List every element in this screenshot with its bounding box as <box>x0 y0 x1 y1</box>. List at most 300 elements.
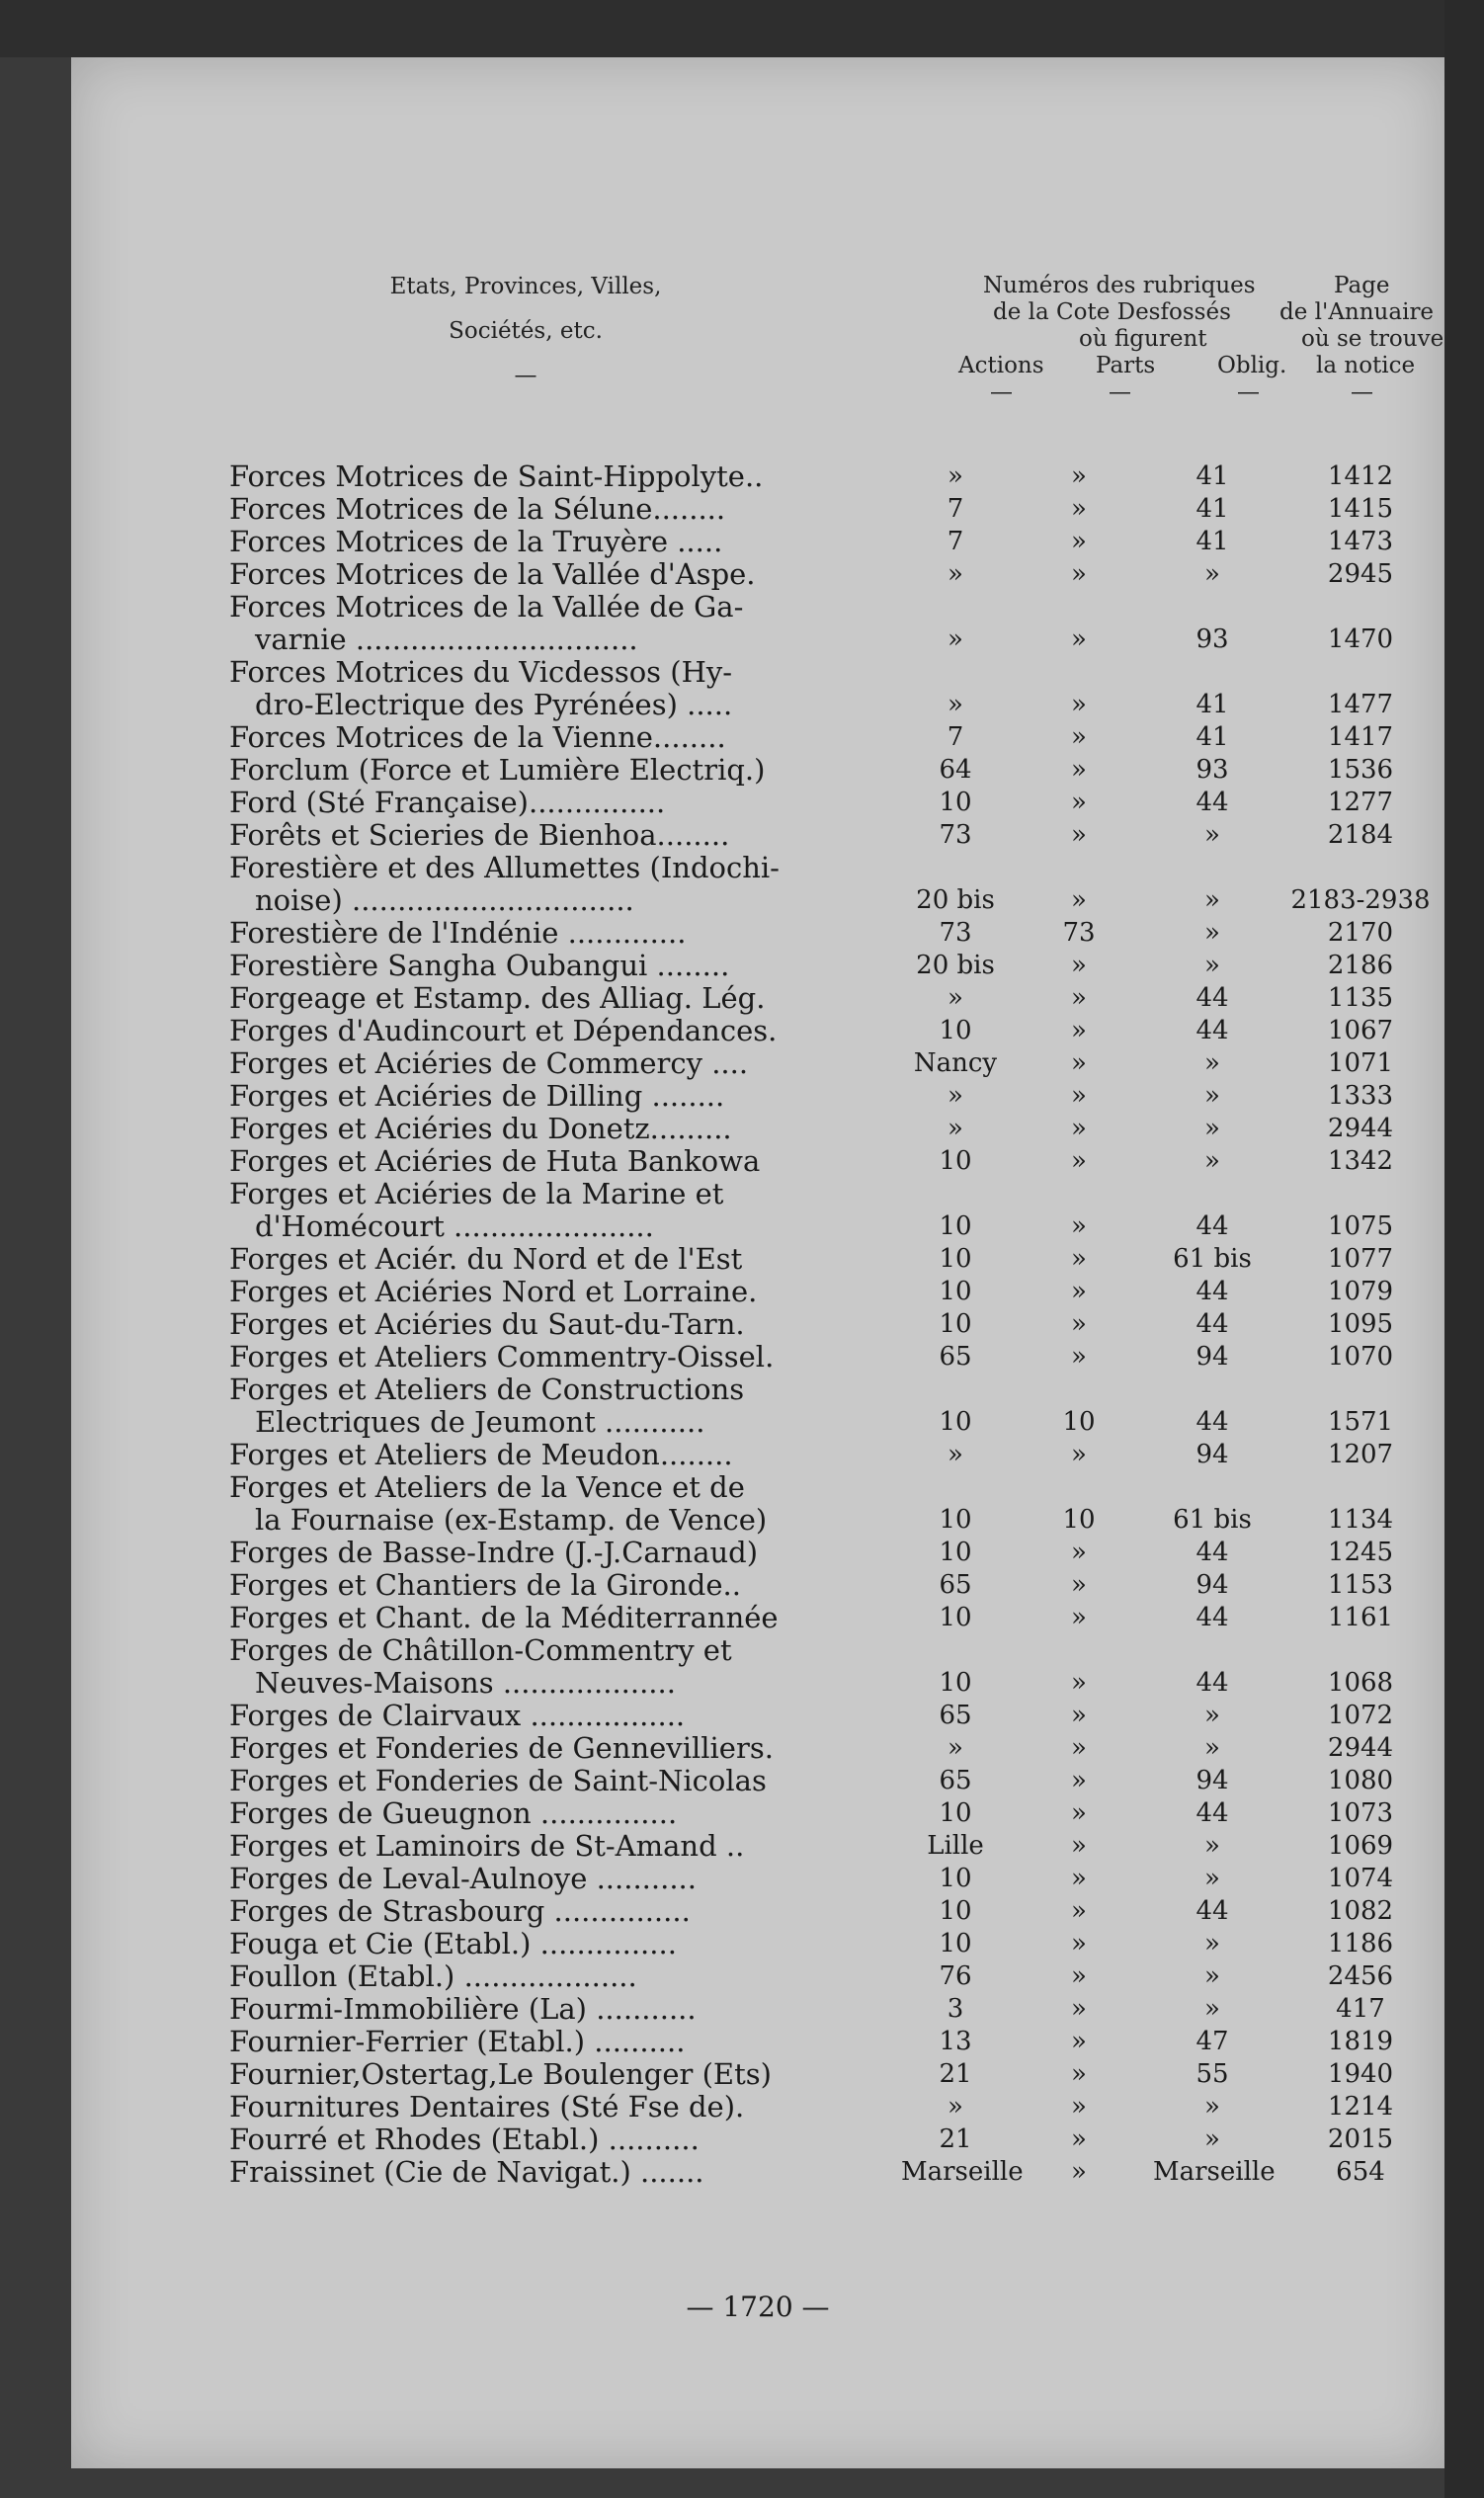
oblig-cell: » <box>1204 1864 1220 1893</box>
entry-cells <box>229 982 1444 1015</box>
entry-cells <box>229 1243 1444 1276</box>
entry-name-line2: varnie ............................... <box>255 623 638 656</box>
parts-cell: » <box>1071 494 1087 524</box>
page-cell: 1135 <box>1327 983 1394 1013</box>
header-numeros: Numéros des rubriques <box>983 273 1256 298</box>
oblig-cell: 44 <box>1195 1603 1229 1632</box>
entry-cells <box>229 1765 1444 1797</box>
page-cell: 1571 <box>1327 1407 1394 1437</box>
page-cell: 2183-2938 <box>1290 885 1431 915</box>
actions-cell: 7 <box>947 722 964 752</box>
page-cell: 1214 <box>1327 2092 1394 2122</box>
table-row <box>229 2156 1444 2189</box>
entry-name-line1: Fournier-Ferrier (Etabl.) .......... <box>229 2025 686 2058</box>
header-col-parts: Parts <box>1096 353 1156 378</box>
entry-name-line1: Forces Motrices de la Truyère ..... <box>229 525 723 558</box>
table-row <box>229 1830 1444 1863</box>
page-cell: 2184 <box>1327 820 1394 850</box>
entry-name-line1: Forêts et Scieries de Bienhoa........ <box>229 818 730 852</box>
oblig-cell: 44 <box>1195 1798 1229 1828</box>
entry-cells <box>229 2091 1444 2123</box>
header-cote: de la Cote Desfossés <box>993 299 1231 325</box>
page-cell: 1068 <box>1327 1668 1394 1698</box>
page-cell: 1417 <box>1327 722 1394 752</box>
entry-cells <box>229 1341 1444 1374</box>
entry-name-line1: Forges et Aciéries du Saut-du-Tarn. <box>229 1307 745 1341</box>
page-cell: 1245 <box>1327 1538 1394 1567</box>
parts-cell: » <box>1071 1114 1087 1143</box>
entry-cells <box>229 1960 1444 1993</box>
table-row <box>229 1439 1444 1471</box>
actions-cell: 73 <box>939 918 972 948</box>
entry-cells <box>229 526 1444 558</box>
actions-cell: » <box>948 624 963 654</box>
entry-name-line1: Forces Motrices de la Vallée de Ga- <box>229 590 744 624</box>
parts-cell: » <box>1071 624 1087 654</box>
parts-cell: » <box>1071 1766 1087 1795</box>
actions-cell: » <box>948 690 963 719</box>
page-cell: 2015 <box>1327 2124 1394 2154</box>
entry-name-line2: d'Homécourt ...................... <box>255 1209 654 1243</box>
entry-name-line1: Forges d'Audincourt et Dépendances. <box>229 1014 778 1047</box>
parts-cell: » <box>1071 1961 1087 1991</box>
parts-cell: » <box>1071 1309 1087 1339</box>
entry-name-line1: Forges et Fonderies de Saint-Nicolas <box>229 1764 767 1797</box>
page-cell: 1069 <box>1327 1831 1394 1861</box>
header-right <box>852 273 1444 406</box>
entry-cells <box>229 1080 1444 1113</box>
entry-cells <box>229 2123 1444 2156</box>
oblig-cell: 41 <box>1195 690 1229 719</box>
entry-name-line1: Ford (Sté Française)............... <box>229 786 666 819</box>
actions-cell: 10 <box>939 1538 972 1567</box>
parts-cell: » <box>1071 527 1087 556</box>
actions-cell: 65 <box>939 1701 972 1730</box>
page-cell: 1161 <box>1327 1603 1394 1632</box>
entry-cells <box>229 1993 1444 2026</box>
table-row <box>229 950 1444 982</box>
actions-cell: 10 <box>939 788 972 817</box>
actions-cell: 10 <box>939 1309 972 1339</box>
table-row <box>229 1471 1444 1537</box>
parts-cell: » <box>1071 1864 1087 1893</box>
table-row <box>229 526 1444 558</box>
table-row <box>229 1960 1444 1993</box>
actions-cell: 20 bis <box>916 885 995 915</box>
header-col-oblig: Oblig. <box>1217 353 1287 378</box>
table-row <box>229 787 1444 819</box>
entry-name-line1: Forestière et des Allumettes (Indochi- <box>229 851 780 884</box>
entry-cells <box>229 460 1444 493</box>
oblig-cell: » <box>1204 2124 1220 2154</box>
page-cell: 1153 <box>1327 1570 1394 1600</box>
parts-cell: » <box>1071 1831 1087 1861</box>
entry-cells <box>229 624 1444 656</box>
entry-name-line1: Fournitures Dentaires (Sté Fse de). <box>229 2090 745 2123</box>
table-row <box>229 1243 1444 1276</box>
actions-cell: 10 <box>939 1929 972 1958</box>
header-left <box>328 260 723 403</box>
page-cell: 1067 <box>1327 1016 1394 1045</box>
table-row <box>229 1700 1444 1732</box>
entry-name-line1: Fouga et Cie (Etabl.) ............... <box>229 1927 677 1960</box>
parts-cell: » <box>1071 461 1087 491</box>
entry-name-line1: Forges et Ateliers Commentry-Oissel. <box>229 1340 775 1374</box>
actions-cell: 21 <box>939 2124 972 2154</box>
table-row <box>229 656 1444 721</box>
actions-cell: » <box>948 983 963 1013</box>
oblig-cell: 94 <box>1195 1342 1229 1372</box>
table-row <box>229 1113 1444 1145</box>
entry-cells <box>229 1047 1444 1080</box>
parts-cell: 10 <box>1062 1505 1096 1535</box>
entry-cells <box>229 2026 1444 2058</box>
entry-name-line2: Neuves-Maisons ................... <box>255 1666 676 1700</box>
entry-cells <box>229 1504 1444 1537</box>
actions-cell: 10 <box>939 1146 972 1176</box>
page-cell: 1470 <box>1327 624 1394 654</box>
parts-cell: » <box>1071 1211 1087 1241</box>
table-row <box>229 591 1444 656</box>
parts-cell: » <box>1071 1244 1087 1274</box>
scan-right-edge <box>1444 0 1484 2498</box>
parts-cell: » <box>1071 1733 1087 1763</box>
entry-name-line1: Forestière Sangha Oubangui ........ <box>229 949 730 982</box>
actions-cell: 10 <box>939 1244 972 1274</box>
table-row <box>229 852 1444 917</box>
header-se-trouve: où se trouve <box>1301 326 1444 352</box>
table-row <box>229 1276 1444 1308</box>
parts-cell: 73 <box>1062 918 1096 948</box>
header-dash-parts: — <box>1109 379 1131 405</box>
entry-cells <box>229 1015 1444 1047</box>
entry-name-line1: Forces Motrices du Vicdessos (Hy- <box>229 655 733 689</box>
entry-name-line1: Forges de Strasbourg ............... <box>229 1894 691 1928</box>
table-row <box>229 1047 1444 1080</box>
oblig-cell: » <box>1204 951 1220 980</box>
oblig-cell: » <box>1204 1961 1220 1991</box>
actions-cell: » <box>948 1081 963 1111</box>
oblig-cell: 44 <box>1195 1277 1229 1306</box>
page-cell: 1134 <box>1327 1505 1394 1535</box>
entry-name-line1: Foullon (Etabl.) ................... <box>229 1959 637 1993</box>
oblig-cell: 41 <box>1195 494 1229 524</box>
oblig-cell: 61 bis <box>1173 1244 1252 1274</box>
entry-cells <box>229 1928 1444 1960</box>
oblig-cell: » <box>1204 1831 1220 1861</box>
entry-cells <box>229 689 1444 721</box>
oblig-cell: 55 <box>1195 2059 1229 2089</box>
oblig-cell: » <box>1204 1994 1220 2024</box>
oblig-cell: 93 <box>1195 624 1229 654</box>
entry-name-line1: Forges et Aciéries de la Marine et <box>229 1177 724 1210</box>
oblig-cell: » <box>1204 1081 1220 1111</box>
page-cell: 1940 <box>1327 2059 1394 2089</box>
entry-name-line1: Forges et Chantiers de la Gironde.. <box>229 1568 741 1602</box>
entry-cells <box>229 721 1444 754</box>
parts-cell: » <box>1071 1440 1087 1469</box>
page-cell: 1473 <box>1327 527 1394 556</box>
parts-cell: » <box>1071 951 1087 980</box>
page-cell: 2944 <box>1327 1114 1394 1143</box>
entry-cells <box>229 1700 1444 1732</box>
oblig-cell: 44 <box>1195 1896 1229 1926</box>
actions-cell: 65 <box>939 1570 972 1600</box>
entry-cells <box>229 754 1444 787</box>
page-cell: 1074 <box>1327 1864 1394 1893</box>
entry-name-line1: Fourmi-Immobilière (La) ........... <box>229 1992 697 2026</box>
actions-cell: 10 <box>939 1864 972 1893</box>
table-row <box>229 1765 1444 1797</box>
parts-cell: » <box>1071 1929 1087 1958</box>
parts-cell: » <box>1071 1701 1087 1730</box>
table-row <box>229 2123 1444 2156</box>
parts-cell: » <box>1071 1342 1087 1372</box>
header-left-line2: Sociétés, etc. <box>449 318 603 344</box>
header-col-notice: la notice <box>1316 353 1416 378</box>
entry-cells <box>229 1863 1444 1895</box>
actions-cell: 21 <box>939 2059 972 2089</box>
actions-cell: 10 <box>939 1896 972 1926</box>
entry-cells <box>229 950 1444 982</box>
entry-name-line2: dro-Electrique des Pyrénées) ..... <box>255 688 733 721</box>
oblig-cell: 44 <box>1195 1309 1229 1339</box>
actions-cell: » <box>948 2092 963 2122</box>
page-cell: 1536 <box>1327 755 1394 785</box>
parts-cell: » <box>1071 1538 1087 1567</box>
entry-cells <box>229 2156 1444 2189</box>
entry-cells <box>229 787 1444 819</box>
entry-name-line2: Electriques de Jeumont ........... <box>255 1405 705 1439</box>
oblig-cell: » <box>1204 1114 1220 1143</box>
entry-name-line1: Forges et Aciér. du Nord et de l'Est <box>229 1242 743 1276</box>
parts-cell: » <box>1071 1016 1087 1045</box>
entry-name-line1: Forges et Ateliers de Constructions <box>229 1373 745 1406</box>
oblig-cell: 44 <box>1195 1016 1229 1045</box>
table-row <box>229 1602 1444 1634</box>
table-row <box>229 1634 1444 1700</box>
table-row <box>229 1537 1444 1569</box>
header-page: Page <box>1334 273 1390 298</box>
entry-name-line1: Forges et Aciéries de Dilling ........ <box>229 1079 725 1113</box>
oblig-cell: 94 <box>1195 1440 1229 1469</box>
scan-top-edge <box>0 0 1484 57</box>
table-row <box>229 1895 1444 1928</box>
oblig-cell: » <box>1204 559 1220 589</box>
entry-cells <box>229 1667 1444 1700</box>
table-row <box>229 1308 1444 1341</box>
parts-cell: » <box>1071 1994 1087 2024</box>
entry-name-line1: Forges et Laminoirs de St-Amand .. <box>229 1829 745 1863</box>
entry-cells <box>229 1732 1444 1765</box>
oblig-cell: » <box>1204 1048 1220 1078</box>
header-col-actions: Actions <box>958 353 1044 378</box>
table-row <box>229 982 1444 1015</box>
entry-name-line1: Forges de Clairvaux ................. <box>229 1699 686 1732</box>
page-cell: 1415 <box>1327 494 1394 524</box>
actions-cell: Lille <box>927 1831 984 1861</box>
header-left-line1: Etats, Provinces, Villes, <box>389 274 662 299</box>
entry-name-line2: noise) ............................... <box>255 883 634 917</box>
entry-cells <box>229 1145 1444 1178</box>
oblig-cell: 44 <box>1195 1538 1229 1567</box>
page-cell: 1073 <box>1327 1798 1394 1828</box>
page-cell: 1186 <box>1327 1929 1394 1958</box>
entry-cells <box>229 493 1444 526</box>
header-dash-page: — <box>1351 379 1373 405</box>
entry-name-line1: Forges de Leval-Aulnoye ........... <box>229 1862 697 1895</box>
actions-cell: 13 <box>939 2027 972 2056</box>
page-cell: 1075 <box>1327 1211 1394 1241</box>
page-cell: 417 <box>1336 1994 1385 2024</box>
table-row <box>229 2026 1444 2058</box>
actions-cell: Marseille <box>901 2157 1024 2187</box>
parts-cell: » <box>1071 2027 1087 2056</box>
actions-cell: » <box>948 1733 963 1763</box>
oblig-cell: » <box>1204 1146 1220 1176</box>
parts-cell: » <box>1071 690 1087 719</box>
page-cell: 1080 <box>1327 1766 1394 1795</box>
actions-cell: 10 <box>939 1407 972 1437</box>
entry-cells <box>229 1210 1444 1243</box>
entry-cells <box>229 1113 1444 1145</box>
entry-name-line1: Forges et Aciéries du Donetz......... <box>229 1112 732 1145</box>
entry-name-line1: Forges et Aciéries de Huta Bankowa <box>229 1144 761 1178</box>
parts-cell: » <box>1071 1896 1087 1926</box>
entry-cells <box>229 1276 1444 1308</box>
page-cell: 2186 <box>1327 951 1394 980</box>
actions-cell: » <box>948 1114 963 1143</box>
parts-cell: » <box>1071 2157 1087 2187</box>
table-row <box>229 1797 1444 1830</box>
parts-cell: » <box>1071 2124 1087 2154</box>
entry-cells <box>229 884 1444 917</box>
oblig-cell: 44 <box>1195 1407 1229 1437</box>
page-cell: 1207 <box>1327 1440 1394 1469</box>
parts-cell: » <box>1071 1603 1087 1632</box>
entry-name-line1: Forestière de l'Indénie ............. <box>229 916 687 950</box>
oblig-cell: 41 <box>1195 461 1229 491</box>
oblig-cell: » <box>1204 2092 1220 2122</box>
parts-cell: » <box>1071 1277 1087 1306</box>
entry-cells <box>229 917 1444 950</box>
entry-cells <box>229 1439 1444 1471</box>
actions-cell: 10 <box>939 1016 972 1045</box>
actions-cell: 10 <box>939 1603 972 1632</box>
oblig-cell: 94 <box>1195 1570 1229 1600</box>
oblig-cell: 44 <box>1195 1668 1229 1698</box>
entry-name-line1: Forces Motrices de la Vallée d'Aspe. <box>229 557 756 591</box>
parts-cell: » <box>1071 559 1087 589</box>
entry-name-line1: Forges et Aciéries de Commercy .... <box>229 1046 749 1080</box>
actions-cell: 10 <box>939 1668 972 1698</box>
header-figurent: où figurent <box>1079 326 1207 352</box>
entry-cells <box>229 1830 1444 1863</box>
table-row <box>229 460 1444 493</box>
entry-cells <box>229 1569 1444 1602</box>
page-cell: 1079 <box>1327 1277 1394 1306</box>
actions-cell: 76 <box>939 1961 972 1991</box>
entry-name-line1: Forces Motrices de la Vienne........ <box>229 720 726 754</box>
parts-cell: » <box>1071 1048 1087 1078</box>
parts-cell: » <box>1071 1081 1087 1111</box>
actions-cell: 65 <box>939 1766 972 1795</box>
actions-cell: 7 <box>947 494 964 524</box>
oblig-cell: » <box>1204 1733 1220 1763</box>
oblig-cell: 44 <box>1195 788 1229 817</box>
table-row <box>229 1178 1444 1243</box>
entry-name-line1: Fourré et Rhodes (Etabl.) .......... <box>229 2123 700 2156</box>
page-cell: 1077 <box>1327 1244 1394 1274</box>
table-row <box>229 721 1444 754</box>
oblig-cell: 93 <box>1195 755 1229 785</box>
parts-cell: » <box>1071 1146 1087 1176</box>
parts-cell: » <box>1071 1570 1087 1600</box>
parts-cell: » <box>1071 722 1087 752</box>
page-cell: 2944 <box>1327 1733 1394 1763</box>
actions-cell: Nancy <box>913 1048 998 1078</box>
page-cell: 1342 <box>1327 1146 1394 1176</box>
table-row <box>229 2058 1444 2091</box>
entry-cells <box>229 1797 1444 1830</box>
document-page <box>71 57 1444 2468</box>
page-cell: 2170 <box>1327 918 1394 948</box>
page-cell: 1071 <box>1327 1048 1394 1078</box>
page-cell: 2456 <box>1327 1961 1394 1991</box>
table-row <box>229 493 1444 526</box>
header-dash-oblig: — <box>1237 379 1260 405</box>
oblig-cell: 41 <box>1195 527 1229 556</box>
parts-cell: » <box>1071 885 1087 915</box>
parts-cell: » <box>1071 983 1087 1013</box>
entry-cells <box>229 819 1444 852</box>
table-row <box>229 2091 1444 2123</box>
table-row <box>229 1341 1444 1374</box>
entries-list <box>229 460 1444 2189</box>
header-dash-actions: — <box>990 379 1013 405</box>
table-row <box>229 1080 1444 1113</box>
oblig-cell: » <box>1204 1929 1220 1958</box>
parts-cell: » <box>1071 2059 1087 2089</box>
entry-cells <box>229 1602 1444 1634</box>
oblig-cell: » <box>1204 1701 1220 1730</box>
page-cell: 1072 <box>1327 1701 1394 1730</box>
table-row <box>229 1569 1444 1602</box>
table-row <box>229 1374 1444 1439</box>
page-cell: 1082 <box>1327 1896 1394 1926</box>
actions-cell: » <box>948 559 963 589</box>
actions-cell: 73 <box>939 820 972 850</box>
actions-cell: 10 <box>939 1505 972 1535</box>
table-row <box>229 1732 1444 1765</box>
entry-cells <box>229 1895 1444 1928</box>
entry-cells <box>229 2058 1444 2091</box>
page-cell: 1477 <box>1327 690 1394 719</box>
actions-cell: » <box>948 1440 963 1469</box>
parts-cell: 10 <box>1062 1407 1096 1437</box>
page-number: — 1720 — <box>686 2290 830 2323</box>
oblig-cell: 94 <box>1195 1766 1229 1795</box>
oblig-cell: 44 <box>1195 983 1229 1013</box>
entry-name-line1: Forges et Ateliers de Meudon........ <box>229 1438 733 1471</box>
oblig-cell: » <box>1204 885 1220 915</box>
parts-cell: » <box>1071 820 1087 850</box>
page-cell: 1333 <box>1327 1081 1394 1111</box>
entry-cells <box>229 558 1444 591</box>
oblig-cell: Marseille <box>1153 2157 1276 2187</box>
page-cell: 1819 <box>1327 2027 1394 2056</box>
page-cell: 1095 <box>1327 1309 1394 1339</box>
